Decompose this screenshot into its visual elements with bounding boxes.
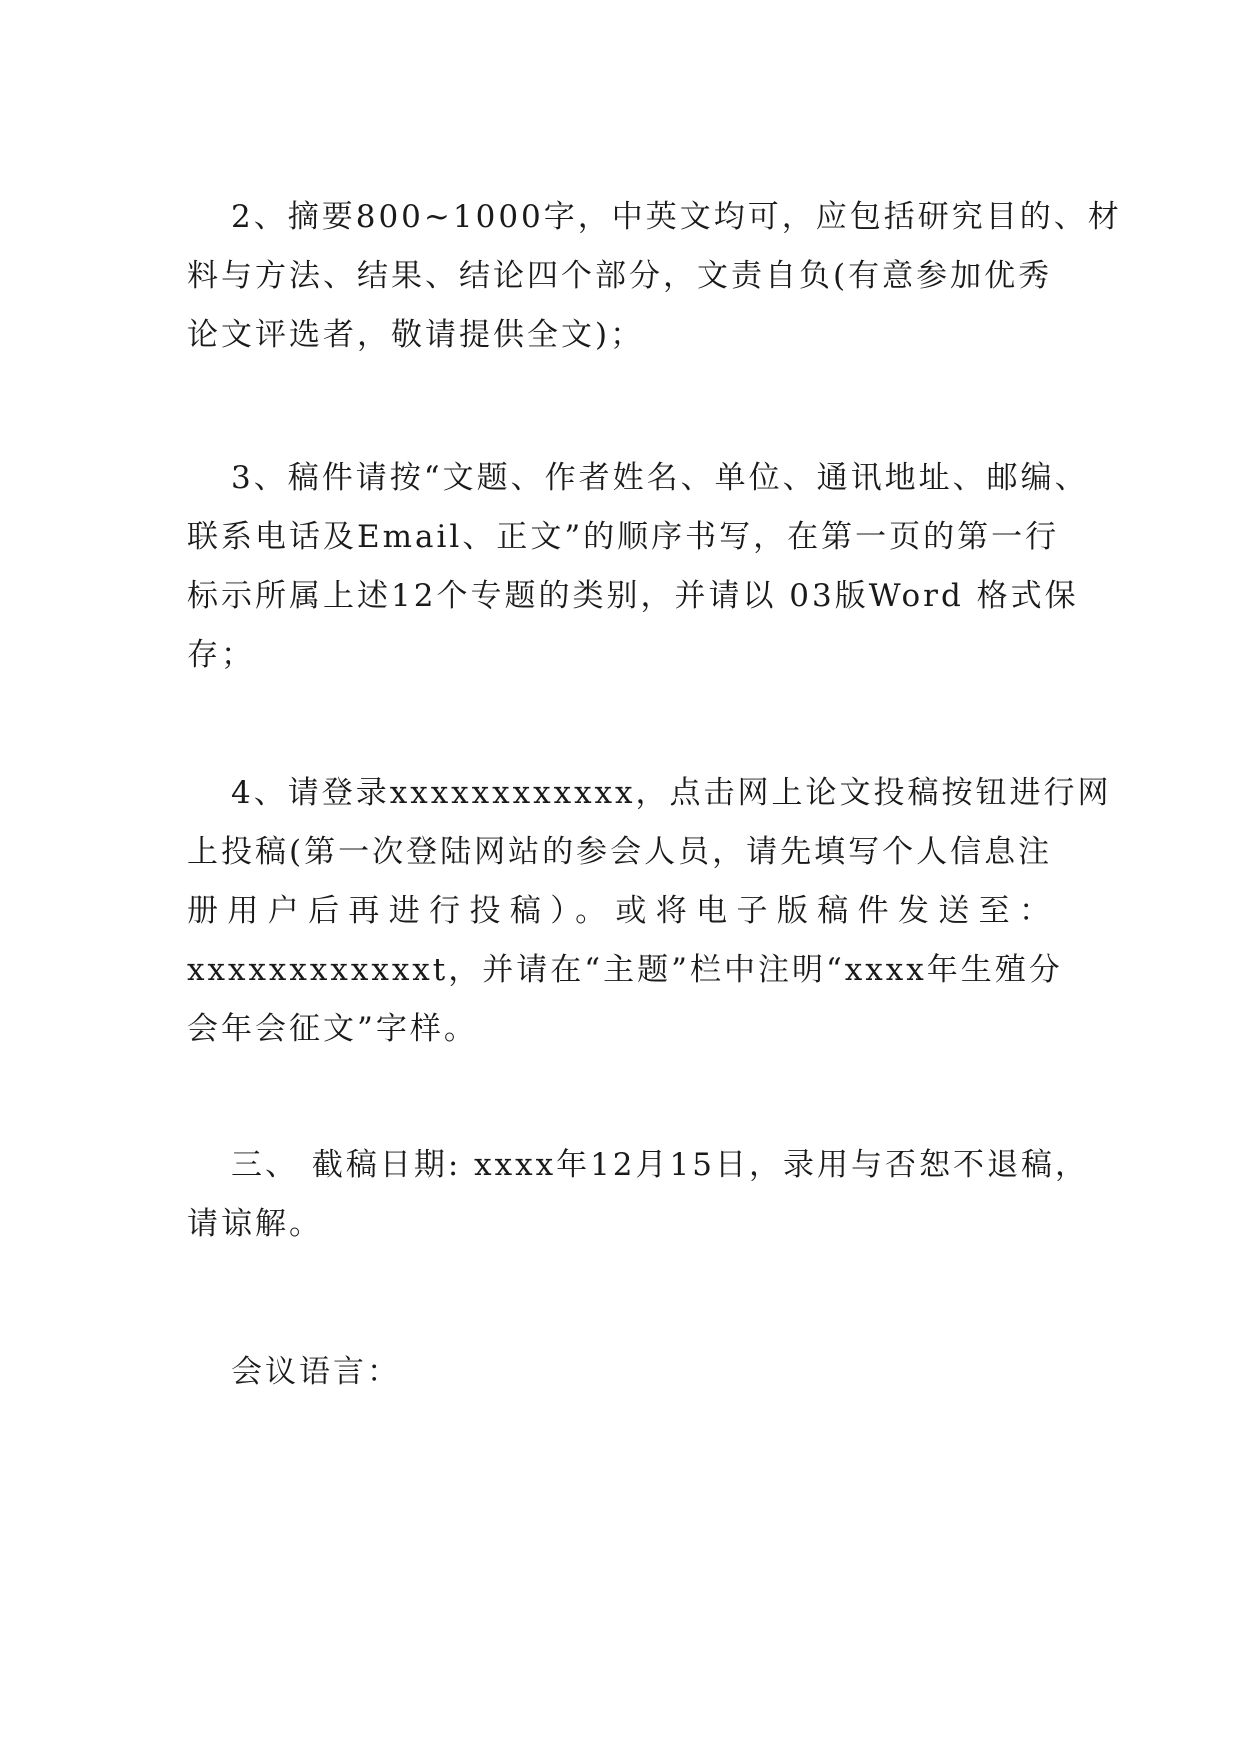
- paragraph-line: 标示所属上述12个专题的类别，并请以 03版Word 格式保: [187, 578, 1079, 614]
- paragraph-abstract-requirements: [187, 188, 1122, 365]
- paragraph-conference-language: [187, 1343, 1053, 1402]
- paragraph-line: 料与方法、结果、结论四个部分，文责自负(有意参加优秀: [187, 258, 1053, 294]
- paragraph-line: 请谅解。: [187, 1206, 323, 1242]
- paragraph-line: 存；: [187, 637, 255, 673]
- paragraph-line: 论文评选者，敬请提供全文)；: [187, 317, 645, 353]
- paragraph-manuscript-format: [187, 449, 1089, 685]
- paragraph-online-submission: [187, 764, 1112, 1059]
- paragraph-line: 2、摘要800~1000字，中英文均可，应包括研究目的、材: [231, 199, 1122, 235]
- paragraph-line: xxxxxxxxxxxxt，并请在“主题”栏中注明“xxxx年生殖分: [187, 952, 1063, 988]
- paragraph-line: 联系电话及Email、正文”的顺序书写，在第一页的第一行: [187, 519, 1060, 555]
- paragraph-line: 上投稿(第一次登陆网站的参会人员，请先填写个人信息注: [187, 834, 1053, 870]
- paragraph-line: 3、稿件请按“文题、作者姓名、单位、通讯地址、邮编、: [231, 460, 1089, 496]
- paragraph-line: 册用户后再进行投稿）。或将电子版稿件发送至：: [187, 893, 1053, 929]
- paragraph-line: 会议语言：: [231, 1354, 401, 1390]
- paragraph-deadline: [187, 1136, 1089, 1254]
- paragraph-line: 4、请登录xxxxxxxxxxxx，点击网上论文投稿按钮进行网: [231, 775, 1112, 811]
- paragraph-line: 三、 截稿日期: xxxx年12月15日，录用与否恕不退稿，: [231, 1147, 1089, 1183]
- paragraph-line: 会年会征文”字样。: [187, 1011, 478, 1047]
